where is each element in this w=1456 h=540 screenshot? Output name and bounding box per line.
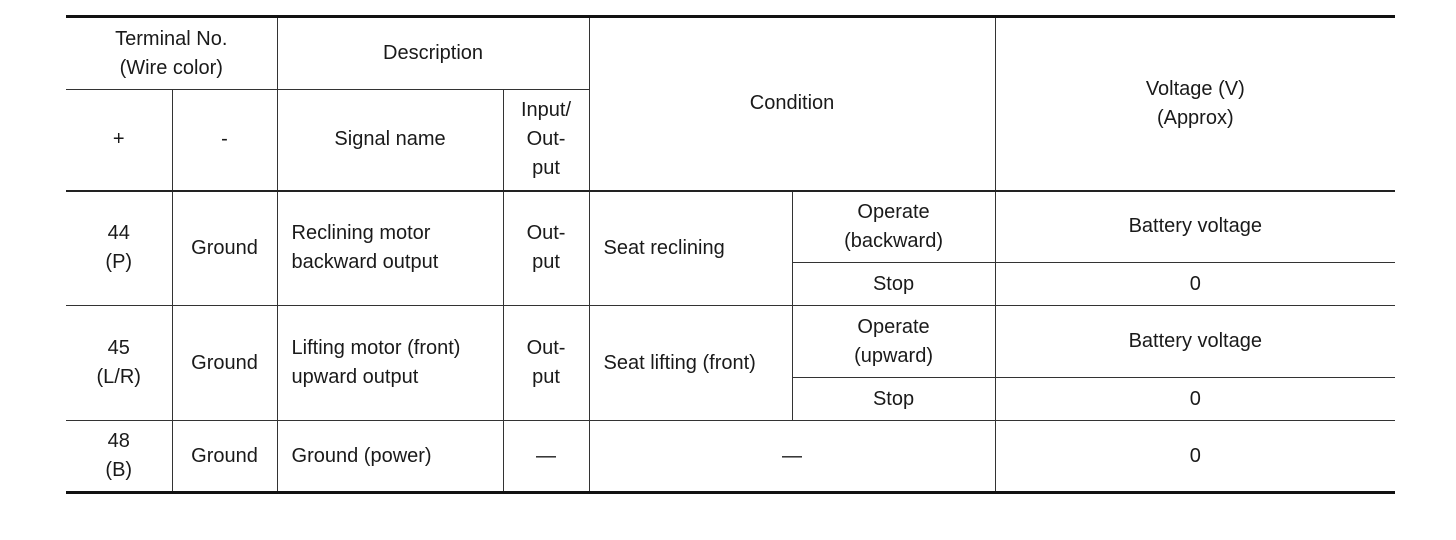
condition-header: Condition — [589, 17, 995, 191]
voltage-label: Voltage (V) — [1145, 77, 1245, 100]
table-row — [66, 306, 1395, 378]
plus-header: + — [66, 90, 172, 191]
voltage-header — [995, 17, 1395, 191]
minus-header: - — [172, 90, 277, 191]
signal-line-2: backward output — [291, 251, 439, 274]
operate-line-1: Operate — [857, 200, 930, 223]
io-cell — [503, 306, 589, 421]
condition-cell: — — [589, 421, 995, 493]
operate-voltage-cell: Battery voltage — [995, 306, 1395, 378]
operate-line-2: (upward) — [854, 344, 933, 367]
io-header-line-3: put — [532, 157, 560, 180]
signal-name-cell — [277, 191, 503, 306]
io-line-2: put — [532, 251, 560, 274]
terminal-cell — [66, 306, 172, 421]
io-cell — [503, 191, 589, 306]
operate-cell — [792, 306, 995, 378]
stop-voltage-cell: 0 — [995, 263, 1395, 306]
signal-name-cell: Ground (power) — [277, 421, 503, 493]
operate-voltage-cell: Battery voltage — [995, 191, 1395, 263]
ground-cell: Ground — [172, 421, 277, 493]
voltage-approx-label: (Approx) — [1156, 106, 1234, 129]
wire-color: (P) — [105, 251, 133, 274]
ground-cell: Ground — [172, 191, 277, 306]
wire-color: (B) — [105, 459, 133, 481]
stop-voltage-cell: 0 — [995, 378, 1395, 421]
io-header-line-2: Out- — [526, 128, 566, 151]
io-line-2: put — [532, 366, 560, 388]
terminal-no-label: Terminal No. — [115, 27, 228, 50]
stop-cell: Stop — [792, 378, 995, 421]
terminal-number: 44 — [107, 222, 130, 245]
table-row — [66, 191, 1395, 263]
operate-line-1: Operate — [857, 315, 930, 338]
operate-line-2: (backward) — [844, 229, 943, 252]
input-output-header — [503, 90, 589, 191]
signal-line-1: Lifting motor (front) — [291, 337, 461, 359]
terminal-header — [66, 17, 277, 90]
terminal-number: 45 — [107, 337, 130, 359]
stop-cell: Stop — [792, 263, 995, 306]
wire-color: (L/R) — [96, 366, 141, 388]
operate-cell — [792, 191, 995, 263]
signal-name-header: Signal name — [277, 90, 503, 191]
terminal-cell — [66, 191, 172, 306]
signal-line-1: Reclining motor — [291, 222, 431, 245]
signal-name-cell — [277, 306, 503, 421]
wire-color-label: (Wire color) — [119, 56, 223, 79]
io-cell: — — [503, 421, 589, 493]
terminal-number: 48 — [107, 430, 130, 452]
terminal-cell — [66, 421, 172, 493]
io-header-line-1: Input/ — [521, 99, 572, 122]
header-row-1 — [66, 17, 1395, 90]
description-header: Description — [277, 17, 589, 90]
ground-cell: Ground — [172, 306, 277, 421]
io-line-1: Out- — [526, 337, 566, 359]
signal-line-2: upward output — [291, 366, 419, 388]
condition-cell: Seat lifting (front) — [589, 306, 792, 421]
io-line-1: Out- — [526, 222, 566, 245]
terminal-spec-table — [66, 15, 1395, 494]
voltage-cell: 0 — [995, 421, 1395, 493]
table-row — [66, 421, 1395, 493]
condition-cell: Seat reclining — [589, 191, 792, 306]
